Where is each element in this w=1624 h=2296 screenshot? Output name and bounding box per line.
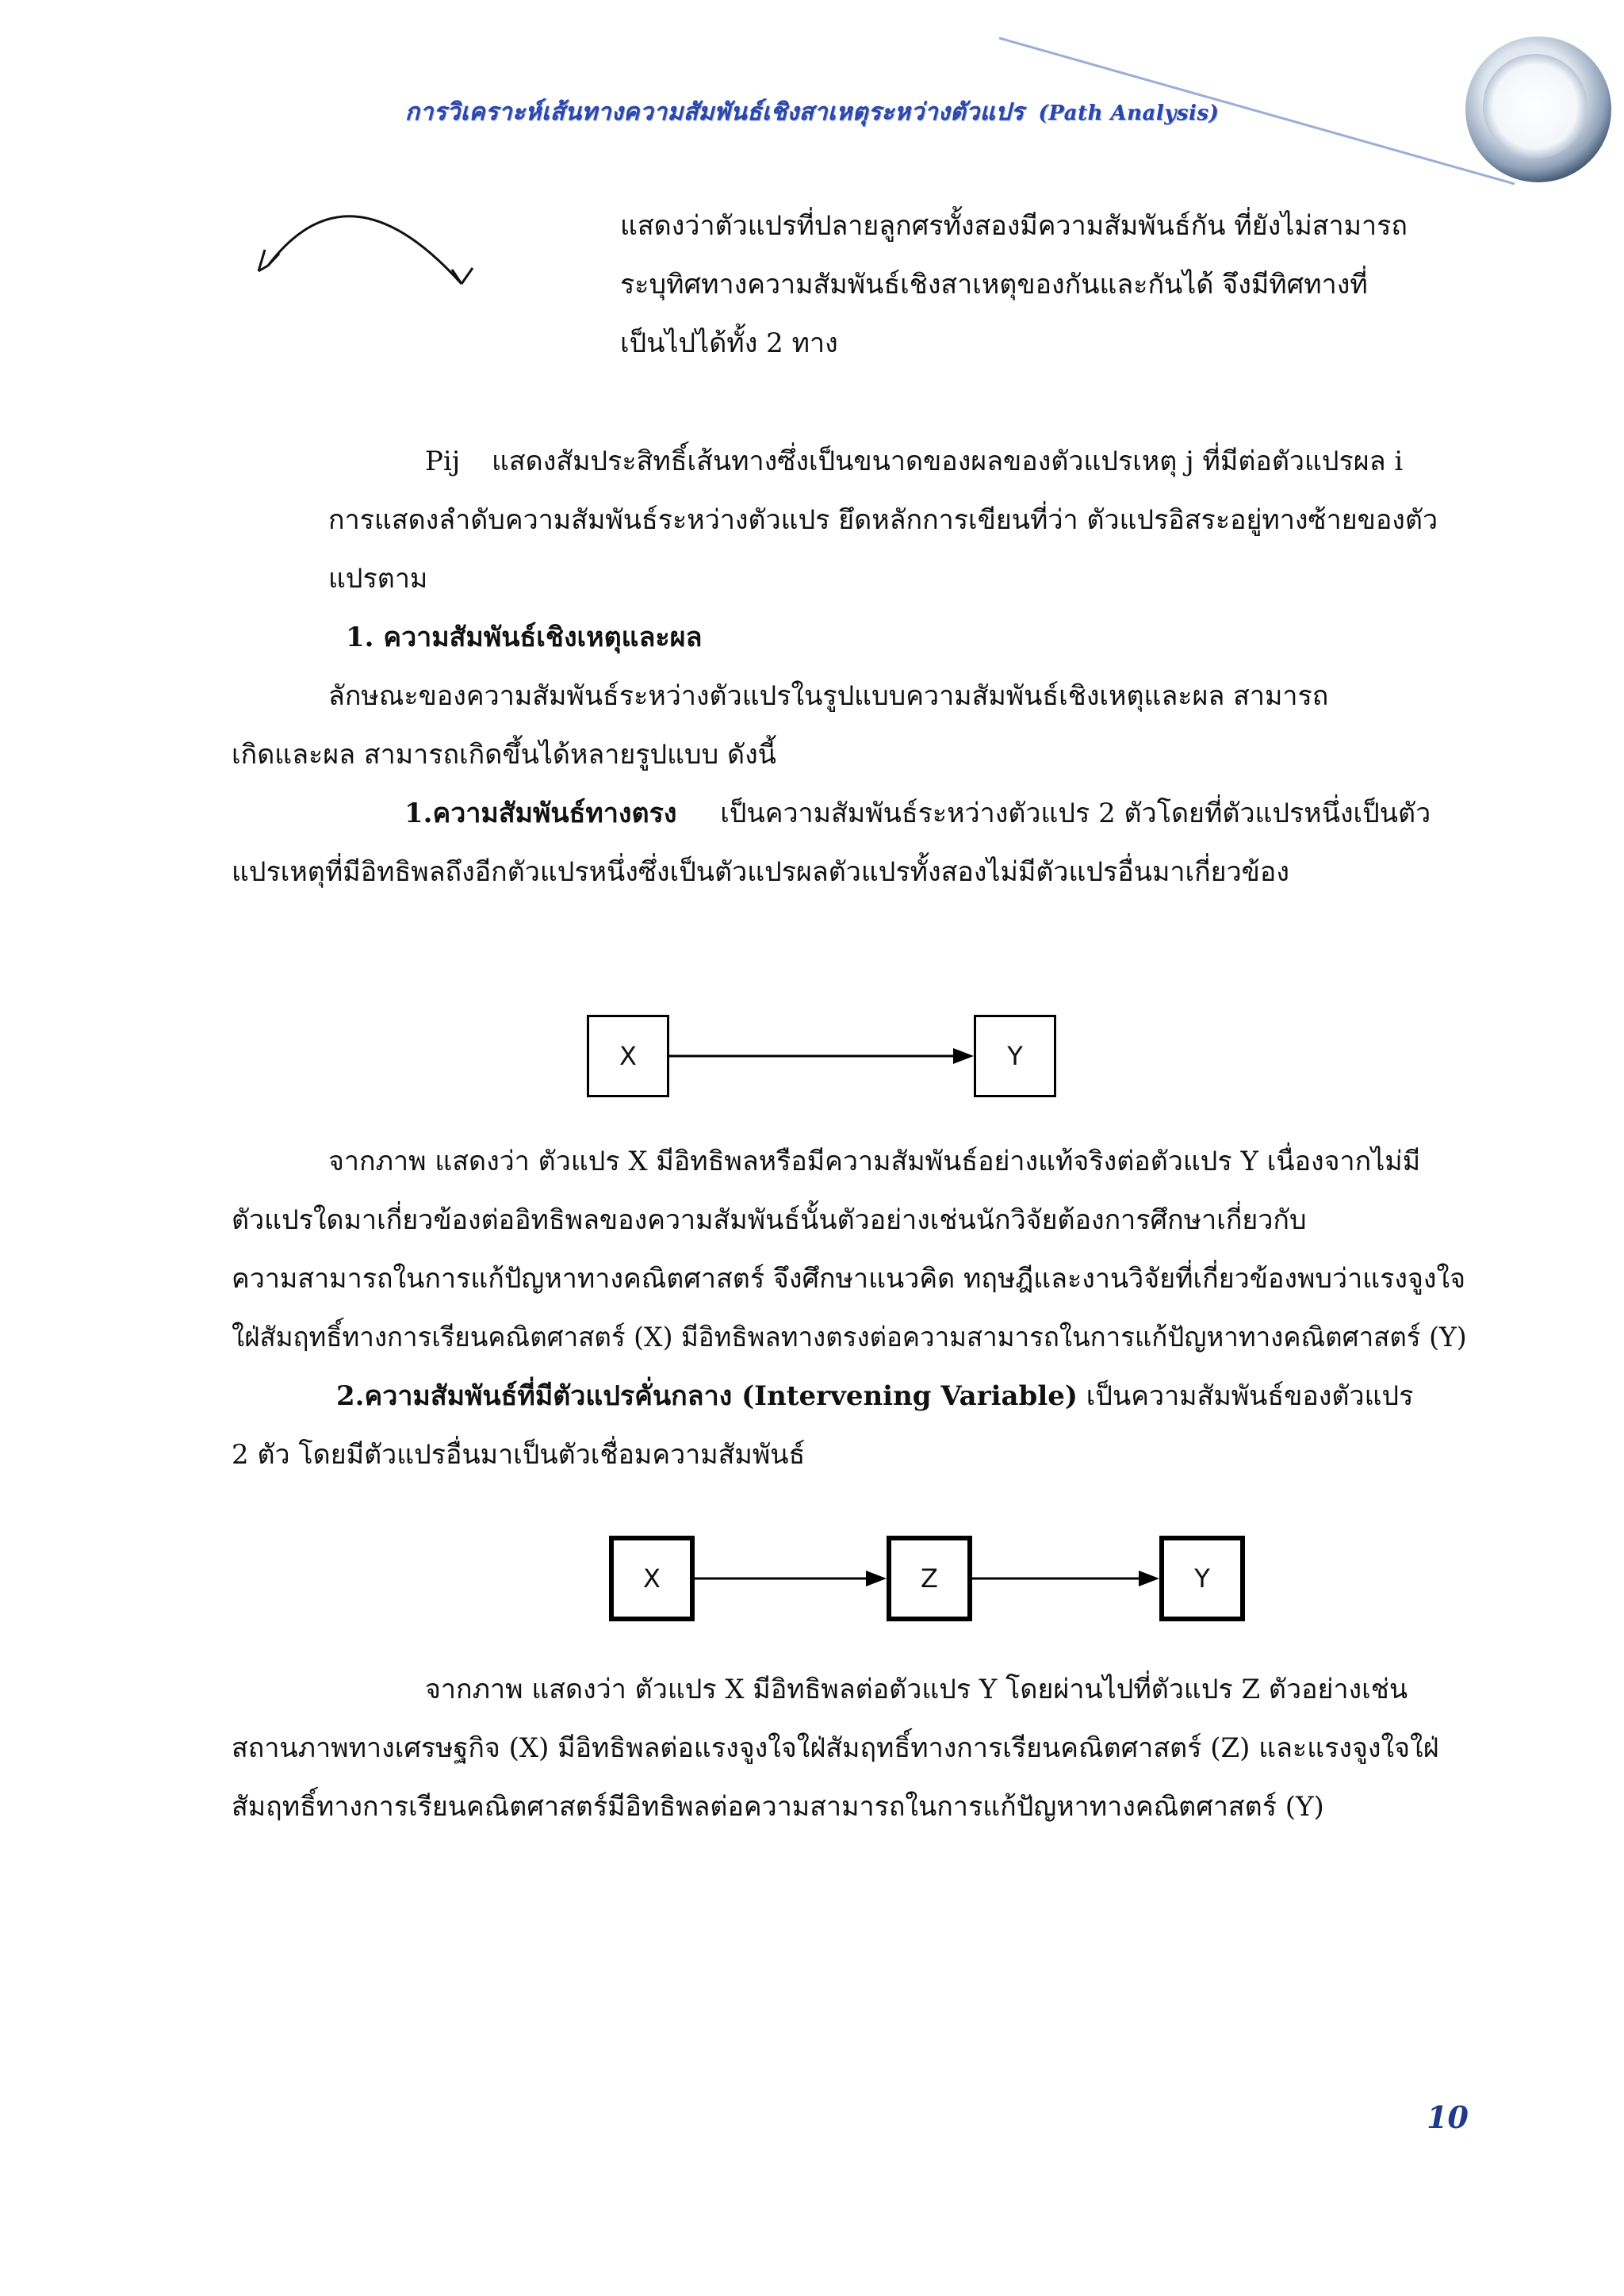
section-heading: 1. ความสัมพันธ์เชิงเหตุและผล — [346, 622, 703, 653]
intervening-paragraph — [336, 1367, 1413, 1425]
diagram-node-x: X — [609, 1536, 695, 1621]
diagram-node-y: Y — [1159, 1536, 1245, 1621]
running-header-thai: การวิเคราะห์เส้นทางความสัมพันธ์เชิงสาเหตุระหว่างตัวแปร — [404, 98, 1025, 126]
paragraph-line: เป็นความสัมพันธ์ของตัวแปร — [1086, 1380, 1414, 1412]
paragraph-line: เป็นความสัมพันธ์ระหว่างตัวแปร 2 ตัวโดยที่ตัวแปรหนึ่งเป็นตัว — [720, 798, 1431, 829]
running-header — [0, 94, 1624, 131]
paragraph-line: เกิดและผล สามารถเกิดขึ้นได้หลายรูปแบบ ดังนี้ — [232, 739, 776, 771]
pij-symbol: Pij — [425, 446, 461, 477]
paragraph-line: สถานภาพทางเศรษฐกิจ (X) มีอิทธิพลต่อแรงจูงใจใฝ่สัมฤทธิ์ทางการเรียนคณิตศาสตร์ (Z) และแรงจูงใจใฝ่ — [232, 1732, 1439, 1764]
intervening-arrow-icon — [972, 1563, 1159, 1594]
paragraph-line: 2 ตัว โดยมีตัวแปรอื่นมาเป็นตัวเชื่อมความสัมพันธ์ — [232, 1439, 806, 1471]
paragraph-line: สัมฤทธิ์ทางการเรียนคณิตศาสตร์มีอิทธิพลต่อความสามารถในการแก้ปัญหาทางคณิตศาสตร์ (Y) — [232, 1791, 1324, 1823]
paragraph-line: จากภาพ แสดงว่า ตัวแปร X มีอิทธิพลต่อตัวแปร Y โดยผ่านไปที่ตัวแปร Z ตัวอย่างเช่น — [425, 1674, 1408, 1705]
curved-arrow-line: เป็นไปได้ทั้ง 2 ทาง — [620, 327, 838, 359]
curved-double-arrow-icon — [254, 190, 484, 301]
curved-arrow-description — [620, 197, 1408, 373]
paragraph-line: ลักษณะของความสัมพันธ์ระหว่างตัวแปรในรูปแบบความสัมพันธ์เชิงเหตุและผล สามารถ — [328, 680, 1329, 712]
intervening-heading: 2.ความสัมพันธ์ที่มีตัวแปรคั่นกลาง (Intervening Variable) — [336, 1380, 1078, 1412]
direct-relationship-paragraph — [404, 784, 1431, 843]
direct-relationship-heading: 1.ความสัมพันธ์ทางตรง — [404, 798, 677, 829]
page-number: 10 — [1427, 2099, 1469, 2135]
diagram-node-y: Y — [974, 1015, 1056, 1097]
paragraph-line: จากภาพ แสดงว่า ตัวแปร X มีอิทธิพลหรือมีความสัมพันธ์อย่างแท้จริงต่อตัวแปร Y เนื่องจากไม่มี — [328, 1146, 1421, 1177]
curved-arrow-line: ระบุทิศทางความสัมพันธ์เชิงสาเหตุของกันและกันได้ จึงมีทิศทางที่ — [620, 269, 1368, 300]
paragraph-line: ความสามารถในการแก้ปัญหาทางคณิตศาสตร์ จึงศึกษาแนวคิด ทฤษฎีและงานวิจัยที่เกี่ยวข้องพบว่าแรงจูงใจ — [232, 1263, 1466, 1295]
paragraph-line: ใฝ่สัมฤทธิ์ทางการเรียนคณิตศาสตร์ (X) มีอิทธิพลทางตรงต่อความสามารถในการแก้ปัญหาทางคณิตศาสตร์ (Y) — [232, 1322, 1467, 1353]
paragraph-line: ตัวแปรใดมาเกี่ยวข้องต่ออิทธิพลของความสัมพันธ์นั้นตัวอย่างเช่นนักวิจัยต้องการศึกษาเกี่ยวกับ — [232, 1204, 1307, 1236]
pij-line: การแสดงลำดับความสัมพันธ์ระหว่างตัวแปร ยึดหลักการเขียนที่ว่า ตัวแปรอิสระอยู่ทางซ้ายของตัว — [328, 504, 1438, 536]
paragraph-line: แปรเหตุที่มีอิทธิพลถึงอีกตัวแปรหนึ่งซึ่งเป็นตัวแปรผลตัวแปรทั้งสองไม่มีตัวแปรอื่นมาเกี่ยวข้อง — [232, 856, 1289, 888]
pij-line: แปรตาม — [328, 563, 428, 595]
running-header-english: (Path Analysis) — [1038, 101, 1220, 125]
diagram-node-x: X — [587, 1015, 669, 1097]
curved-arrow-line: แสดงว่าตัวแปรที่ปลายลูกศรทั้งสองมีความสัมพันธ์กัน ที่ยังไม่สามารถ — [620, 210, 1408, 242]
direct-arrow-icon — [669, 1040, 974, 1072]
intervening-arrow-icon — [695, 1563, 887, 1594]
pij-definition: แสดงสัมประสิทธิ์เส้นทางซึ่งเป็นขนาดของผลของตัวแปรเหตุ j ที่มีต่อตัวแปรผล i — [492, 446, 1404, 477]
diagram-node-z: Z — [887, 1536, 972, 1621]
